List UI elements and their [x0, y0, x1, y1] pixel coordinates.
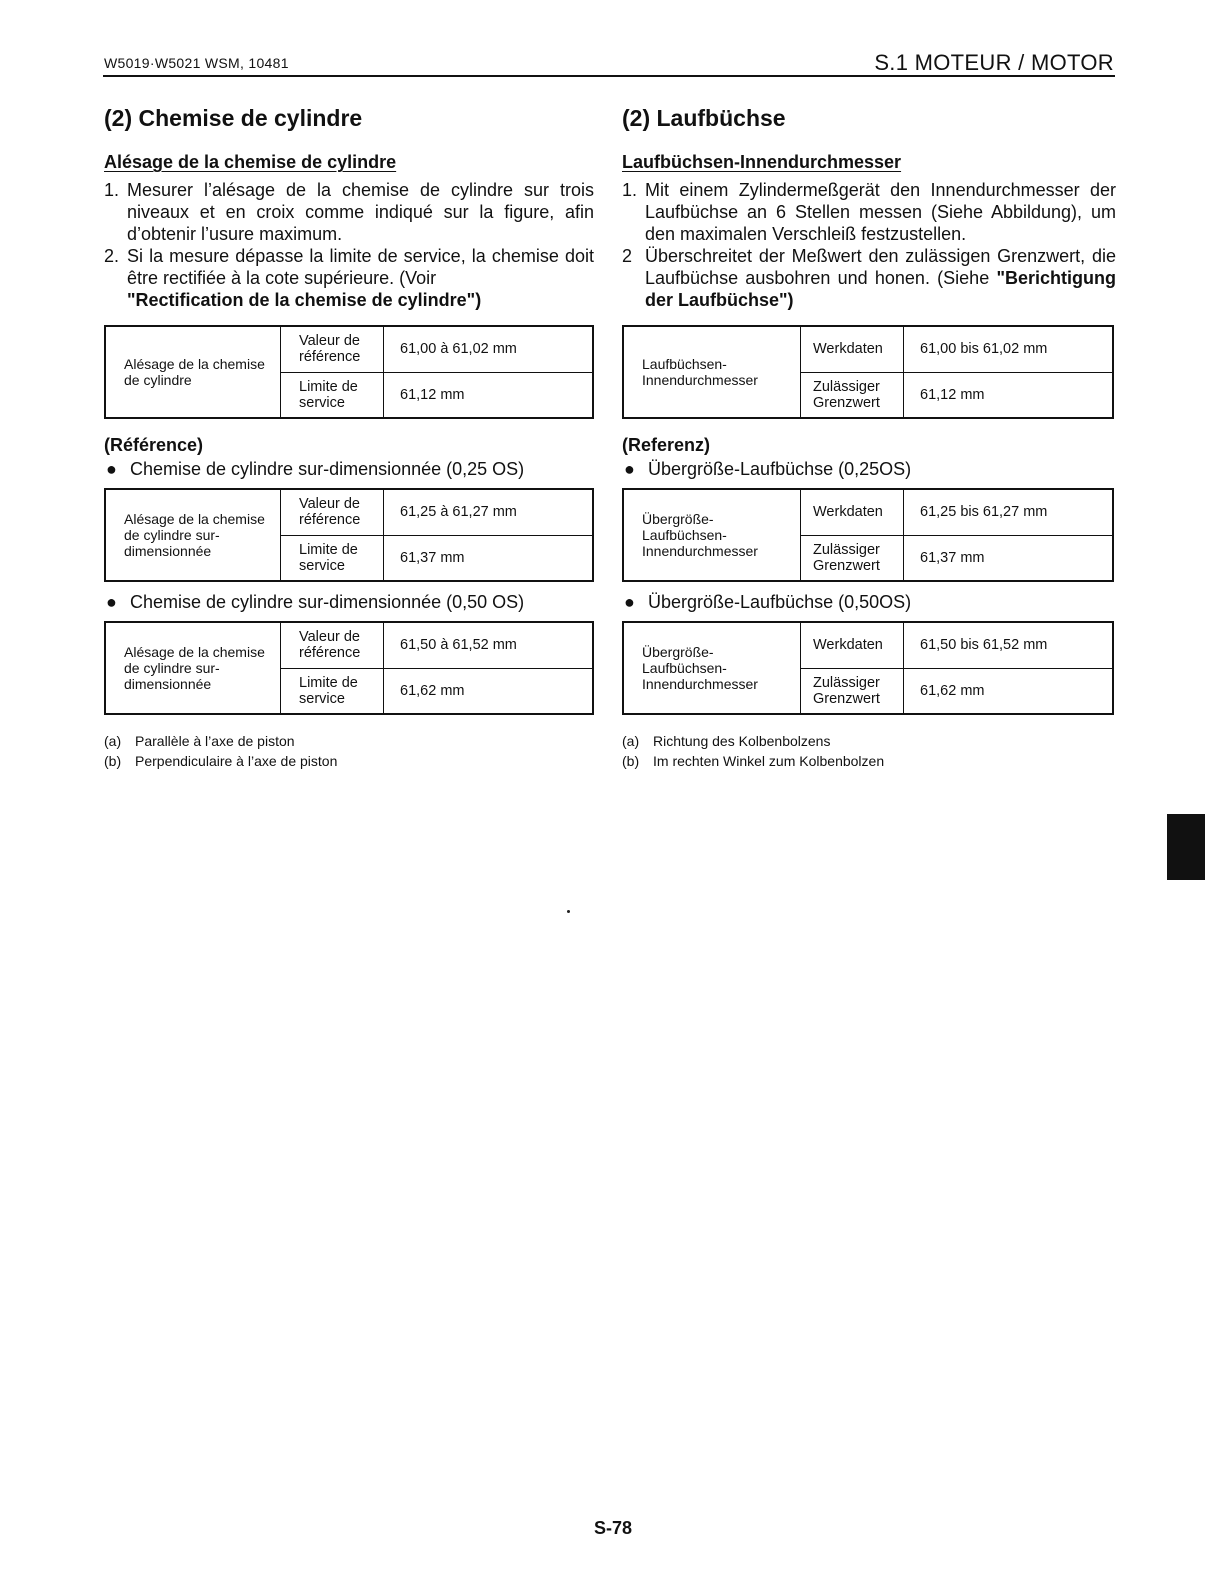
header-rule — [103, 75, 1115, 77]
fr-050-key-2: Limite de service — [281, 668, 384, 714]
de-note-a-text: Richtung des Kolbenbolzens — [653, 733, 831, 749]
fr-050-label: Alésage de la chemise de cylindre sur-dimensionnée — [105, 622, 281, 714]
de-note-a — [622, 731, 1116, 751]
de-bullet-025-text: Übergröße-Laufbüchse (0,25OS) — [648, 459, 912, 479]
de-reference-heading: (Referenz) — [622, 435, 711, 455]
de-step-2-text: Überschreitet der Meßwert den zulässigen Grenzwert, die Laufbüchse ausbohren und honen. (Siehe — [645, 246, 1116, 288]
de-step-2-number: 2 — [622, 246, 633, 266]
fr-025-value-1: 61,25 à 61,27 mm — [384, 489, 594, 535]
fr-main-label: Alésage de la chemise de cylindre — [105, 326, 281, 418]
de-main-key-2: Zulässiger Grenzwert — [801, 372, 904, 418]
fr-note-b-label: (b) — [104, 753, 122, 769]
de-050-value-2: 61,62 mm — [904, 668, 1114, 714]
de-note-b-label: (b) — [622, 753, 640, 769]
fr-notes — [104, 731, 594, 771]
fr-050-key-1: Valeur de référence — [281, 622, 384, 668]
bullet-dot-icon: ● — [624, 459, 635, 479]
scan-speck — [567, 910, 570, 913]
de-050-value-1: 61,50 bis 61,52 mm — [904, 622, 1114, 668]
fr-note-b — [104, 751, 594, 771]
de-spec-table-050 — [622, 621, 1114, 715]
de-subtitle: Laufbüchsen-Innendurchmesser — [622, 152, 902, 172]
de-main-value-1: 61,00 bis 61,02 mm — [904, 326, 1114, 372]
fr-025-label: Alésage de la chemise de cylindre sur-dimensionnée — [105, 489, 281, 581]
fr-025-key-1: Valeur de référence — [281, 489, 384, 535]
fr-spec-table-main — [104, 325, 594, 419]
de-bullet-050 — [622, 592, 1116, 613]
de-spec-table-025 — [622, 488, 1114, 582]
de-025-key-2: Zulässiger Grenzwert — [801, 535, 904, 581]
de-main-value-2: 61,12 mm — [904, 372, 1114, 418]
fr-025-value-2: 61,37 mm — [384, 535, 594, 581]
german-column — [622, 105, 1116, 771]
fr-title: (2) Chemise de cylindre — [104, 105, 363, 131]
fr-step-2-body — [127, 245, 594, 311]
fr-reference-heading: (Référence) — [104, 435, 204, 455]
fr-050-value-1: 61,50 à 61,52 mm — [384, 622, 594, 668]
de-step-1 — [622, 179, 1116, 245]
fr-bullet-025 — [104, 459, 594, 480]
fr-bullet-025-text: Chemise de cylindre sur-dimensionnée (0,25 OS) — [130, 459, 525, 479]
fr-step-2-number: 2. — [104, 246, 120, 266]
bullet-dot-icon: ● — [106, 592, 117, 612]
de-bullet-050-text: Übergröße-Laufbüchse (0,50OS) — [648, 592, 912, 612]
fr-note-a-text: Parallèle à l’axe de piston — [135, 733, 295, 749]
de-step-2-reference: "Berichtigung der Laufbüchse") — [645, 268, 1116, 310]
de-main-key-1: Werkdaten — [801, 326, 904, 372]
de-step-2 — [622, 245, 1116, 311]
fr-050-value-2: 61,62 mm — [384, 668, 594, 714]
fr-main-value-1: 61,00 à 61,02 mm — [384, 326, 594, 372]
fr-note-b-text: Perpendiculaire à l’axe de piston — [135, 753, 338, 769]
de-050-key-2: Zulässiger Grenzwert — [801, 668, 904, 714]
de-025-value-2: 61,37 mm — [904, 535, 1114, 581]
fr-025-key-2: Limite de service — [281, 535, 384, 581]
fr-step-1 — [104, 179, 594, 245]
fr-note-a — [104, 731, 594, 751]
de-spec-table-main — [622, 325, 1114, 419]
de-step-2-body — [645, 245, 1116, 311]
bullet-dot-icon: ● — [624, 592, 635, 612]
de-025-key-1: Werkdaten — [801, 489, 904, 535]
de-step-1-number: 1. — [622, 180, 638, 200]
de-title: (2) Laufbüchse — [622, 105, 786, 131]
fr-step-1-text: Mesurer l’alésage de la chemise de cylindre sur trois niveaux et en croix comme indiqué sur la figure, afin d’obtenir l’usure maximum. — [127, 180, 594, 244]
fr-bullet-050 — [104, 592, 594, 613]
fr-note-a-label: (a) — [104, 733, 122, 749]
fr-step-1-number: 1. — [104, 180, 120, 200]
de-note-b-text: Im rechten Winkel zum Kolbenbolzen — [653, 753, 885, 769]
de-note-a-label: (a) — [622, 733, 640, 749]
de-step-1-text: Mit einem Zylindermeßgerät den Innendurchmesser der Laufbüchse an 6 Stellen messen (Siehe Abbildung), um den maximalen Verschleiß festzustellen. — [645, 180, 1116, 244]
fr-main-key-1: Valeur de référence — [281, 326, 384, 372]
fr-step-2-reference: "Rectification de la chemise de cylindre") — [127, 290, 482, 310]
fr-subtitle: Alésage de la chemise de cylindre — [104, 152, 397, 172]
french-column — [104, 105, 594, 771]
section-tab-marker — [1167, 814, 1205, 880]
fr-spec-table-025 — [104, 488, 594, 582]
de-050-key-1: Werkdaten — [801, 622, 904, 668]
manual-reference: W5019·W5021 WSM, 10481 — [104, 55, 289, 71]
fr-step-2-text: Si la mesure dépasse la limite de service, la chemise doit être rectifiée à la cote supérieure. (Voir — [127, 246, 594, 288]
section-title: S.1 MOTEUR / MOTOR — [874, 50, 1114, 75]
de-main-label: Laufbüchsen-Innendurchmesser — [623, 326, 801, 418]
de-050-label: Übergröße-Laufbüchsen-Innendurchmesser — [623, 622, 801, 714]
de-bullet-025 — [622, 459, 1116, 480]
bullet-dot-icon: ● — [106, 459, 117, 479]
de-note-b — [622, 751, 1116, 771]
fr-spec-table-050 — [104, 621, 594, 715]
fr-main-key-2: Limite de service — [281, 372, 384, 418]
de-025-value-1: 61,25 bis 61,27 mm — [904, 489, 1114, 535]
fr-bullet-050-text: Chemise de cylindre sur-dimensionnée (0,50 OS) — [130, 592, 525, 612]
page-number: S-78 — [594, 1518, 633, 1538]
fr-step-2 — [104, 245, 594, 311]
fr-main-value-2: 61,12 mm — [384, 372, 594, 418]
de-notes — [622, 731, 1116, 771]
de-025-label: Übergröße-Laufbüchsen-Innendurchmesser — [623, 489, 801, 581]
